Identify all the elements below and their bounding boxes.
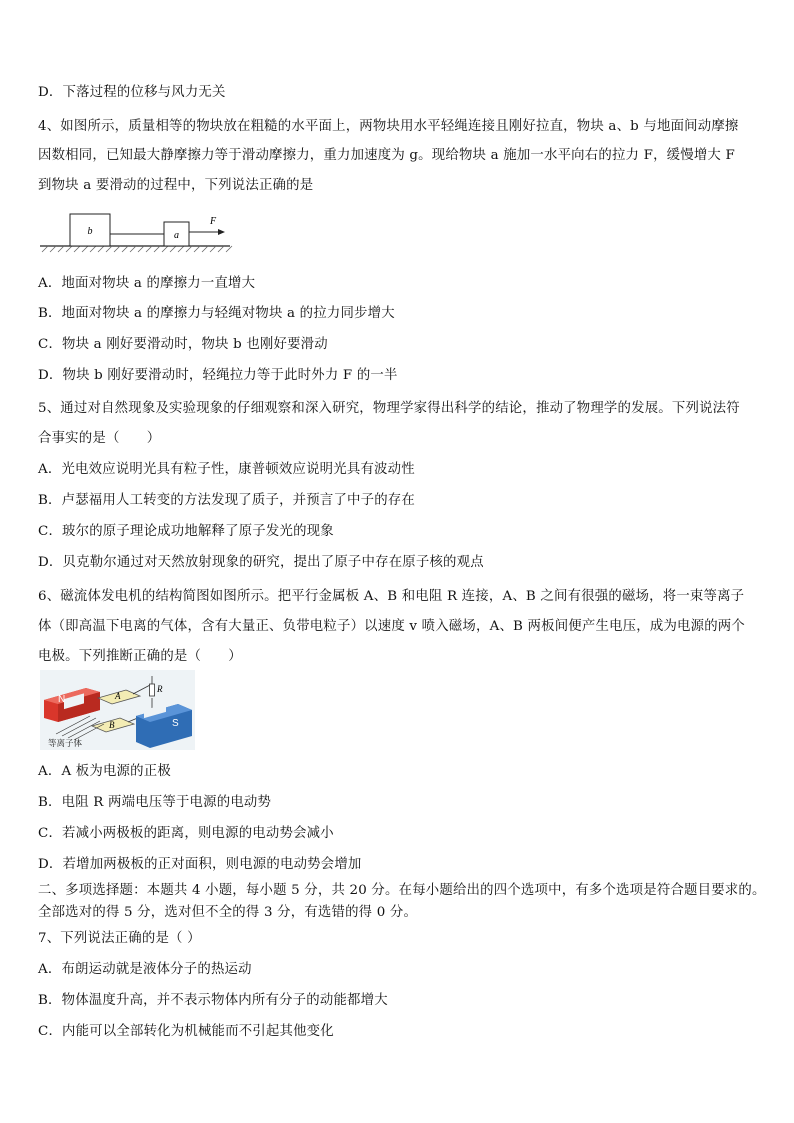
q6-option-a: A．A 板为电源的正极: [38, 764, 171, 779]
q4-option-c: C．物块 a 刚好要滑动时，物块 b 也刚好要滑动: [38, 337, 328, 352]
q6-option-b: B．电阻 R 两端电压等于电源的电动势: [38, 795, 272, 810]
q4-stem-2: 因数相同，已知最大静摩擦力等于滑动摩擦力，重力加速度为 g。现给物块 a 施加一水平向右的拉力 F，缓慢增大 F: [38, 148, 735, 163]
block-b-label: b: [87, 226, 93, 237]
plasma-label: 等离子体: [48, 739, 83, 749]
q5-stem-1: 5、通过对自然现象及实验现象的仔细观察和深入研究，物理学家得出科学的结论，推动了物理学的发展。下列说法符: [38, 401, 740, 416]
force-label: F: [210, 216, 217, 227]
resistor-label: R: [157, 684, 163, 694]
section-2-heading-2: 全部选对的得 5 分，选对但不全的得 3 分，有选错的得 0 分。: [38, 905, 418, 920]
q4-option-b: B．地面对物块 a 的摩擦力与轻绳对物块 a 的拉力同步增大: [38, 306, 395, 321]
q4-figure: [38, 210, 234, 258]
q4-stem-1: 4、如图所示，质量相等的物块放在粗糙的水平面上，两物块用水平轻绳连接且刚好拉直，物块 a、b 与地面间动摩擦: [38, 119, 739, 134]
q7-option-c: C．内能可以全部转化为机械能而不引起其他变化: [38, 1024, 334, 1039]
q3-option-d: D．下落过程的位移与风力无关: [38, 85, 226, 100]
q7-stem: 7、下列说法正确的是（ ）: [38, 931, 201, 946]
q7-option-a: A．布朗运动就是液体分子的热运动: [38, 962, 252, 977]
q6-option-c: C．若减小两极板的距离，则电源的电动势会减小: [38, 826, 334, 841]
block-a-label: a: [174, 230, 179, 241]
south-label: S: [172, 718, 179, 729]
resistor: [150, 684, 155, 696]
section-2-heading-1: 二、多项选择题：本题共 4 小题，每小题 5 分，共 20 分。在每小题给出的四个选项中，有多个选项是符合题目要求的。: [38, 883, 766, 898]
q4-option-d: D．物块 b 刚好要滑动时，轻绳拉力等于此时外力 F 的一半: [38, 368, 398, 383]
q5-option-b: B．卢瑟福用人工转变的方法发现了质子，并预言了中子的存在: [38, 493, 415, 508]
q5-option-a: A．光电效应说明光具有粒子性，康普顿效应说明光具有波动性: [38, 462, 415, 477]
q6-option-d: D．若增加两极板的正对面积，则电源的电动势会增加: [38, 857, 362, 872]
q6-stem-3: 电极。下列推断正确的是（ ）: [38, 649, 242, 664]
q6-figure: [40, 670, 195, 750]
north-label: N: [58, 694, 66, 705]
q6-stem-1: 6、磁流体发电机的结构简图如图所示。把平行金属板 A、B 和电阻 R 连接，A、B 之间有很强的磁场，将一束等离子: [38, 589, 745, 604]
q5-option-c: C．玻尔的原子理论成功地解释了原子发光的现象: [38, 524, 334, 539]
ground-hatch: [40, 246, 232, 252]
q5-option-d: D．贝克勒尔通过对天然放射现象的研究，提出了原子中存在原子核的观点: [38, 555, 484, 570]
q5-stem-2: 合事实的是（ ）: [38, 431, 161, 446]
q7-option-b: B．物体温度升高，并不表示物体内所有分子的动能都增大: [38, 993, 388, 1008]
q4-stem-3: 到物块 a 要滑动的过程中，下列说法正确的是: [38, 178, 314, 193]
plate-a-label: A: [115, 691, 121, 701]
q4-option-a: A．地面对物块 a 的摩擦力一直增大: [38, 276, 256, 291]
q6-stem-2: 体（即高温下电离的气体，含有大量正、负带电粒子）以速度 v 喷入磁场，A、B 两板间便产生电压，成为电源的两个: [38, 619, 745, 634]
force-arrow-head: [218, 229, 225, 235]
plate-b-label: B: [109, 720, 115, 730]
